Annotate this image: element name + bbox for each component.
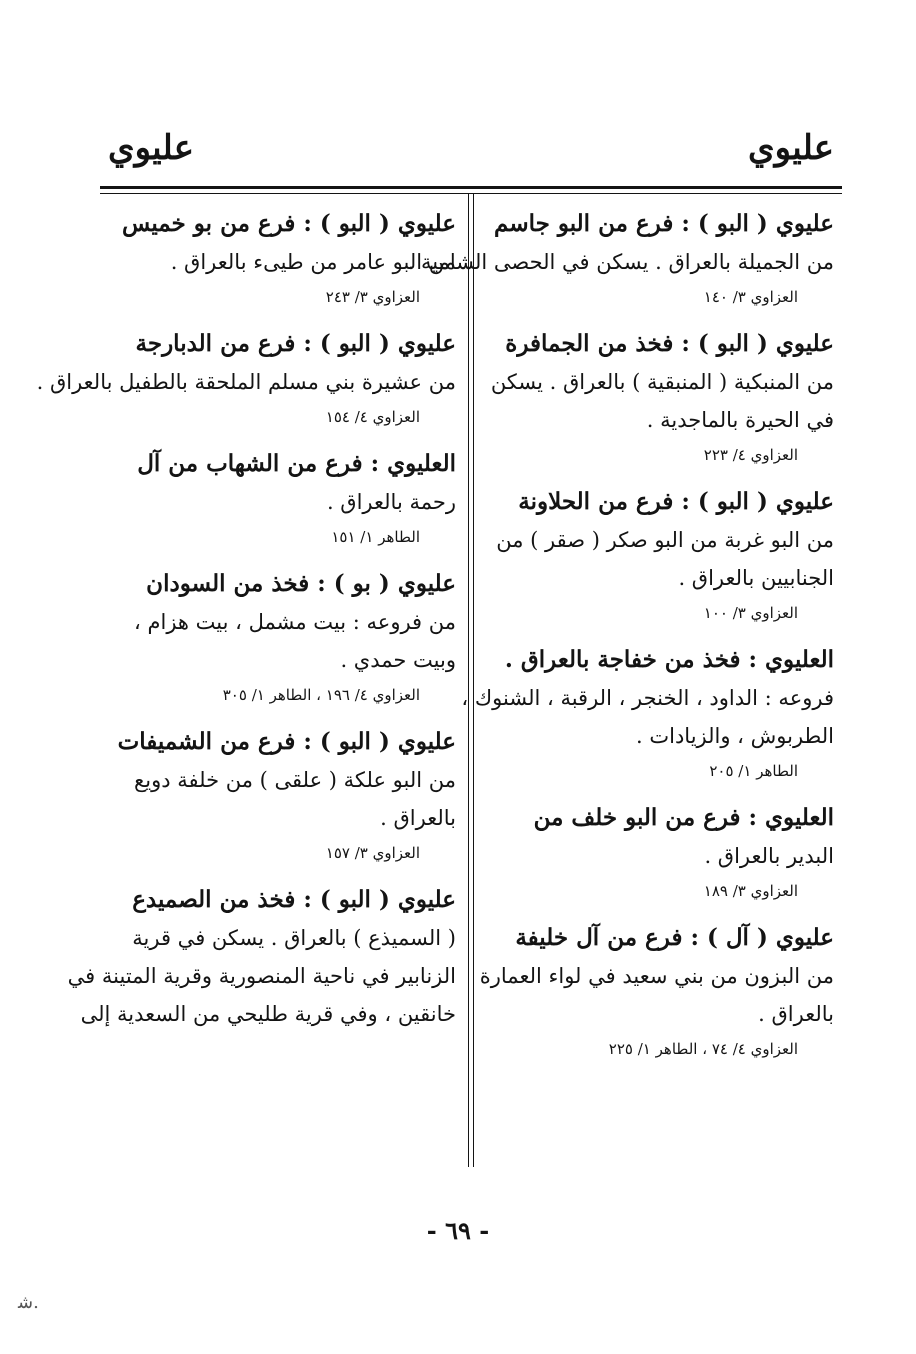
entry-text-line: بالعراق .: [380, 806, 456, 830]
dictionary-entry: [461, 641, 834, 785]
entry-text-line: من البو عامر من طيىء بالعراق .: [170, 250, 456, 274]
entry-text-line: من المنبكية ( المنبقية ) بالعراق . يسكن: [490, 370, 834, 394]
running-head-left: عليوي: [108, 128, 194, 168]
dictionary-entry: [479, 919, 834, 1063]
entry-text-line: في الحيرة بالماجدية .: [646, 408, 834, 432]
entry-headline: عليوي ( البو ) : فرع من الشميفات: [117, 728, 456, 755]
entry-text-line: خانقين ، وفي قرية طليحي من السعدية إلى: [80, 1002, 456, 1026]
left-column: [36, 205, 456, 1047]
dictionary-entry: [104, 445, 456, 551]
entry-text-line: فروعه : الداود ، الخنجر ، الرقبة ، الشنوك ،: [461, 686, 834, 710]
entry-headline: العليوي : فخذ من خفاجة بالعراق .: [504, 646, 834, 673]
entry-text-line: من فروعه : بيت مشمل ، بيت هزام ،: [134, 610, 456, 634]
entry-text-line: من البو غربة من البو صكر ( صقر ) من: [496, 528, 834, 552]
entry-text-line: الجنابيين بالعراق .: [678, 566, 834, 590]
entry-text-line: من البو علكة ( علقى ) من خلفة دويع: [134, 768, 456, 792]
entry-text-line: بالعراق .: [758, 1002, 834, 1026]
entry-text-line: البدير بالعراق .: [704, 844, 834, 868]
entry-headline: العليوي : فرع من البو خلف من: [533, 804, 834, 831]
entry-reference: العزاوي ٣/ ٢٤٣: [325, 288, 420, 306]
entry-headline: عليوي ( البو ) : فرع من بو خميس: [122, 210, 456, 237]
dictionary-entry: [482, 325, 834, 469]
dictionary-entry: [482, 483, 834, 627]
dictionary-entry: [482, 799, 834, 905]
entry-text-line: من البزون من بني سعيد في لواء العمارة: [479, 964, 834, 988]
header-rule-thick: [100, 186, 842, 189]
entry-reference: الطاهر ١/ ٢٠٥: [709, 762, 798, 780]
right-column: [407, 205, 834, 1077]
dictionary-entry: [67, 881, 456, 1033]
entry-headline: عليوي ( البو ) : فخذ من الصميدع: [132, 886, 456, 913]
entry-headline: عليوي ( البو ) : فرع من البو جاسم: [494, 210, 834, 237]
page-mark: ﺷ.: [18, 1292, 39, 1313]
entry-headline: عليوي ( بو ) : فخذ من السودان: [146, 570, 456, 597]
dictionary-entry: [104, 723, 456, 867]
entry-headline: عليوي ( البو ) : فرع من الدبارجة: [135, 330, 456, 357]
entry-reference: العزاوي ٣/ ١٤٠: [703, 288, 798, 306]
entry-text-line: ( السميذع ) بالعراق . يسكن في قرية: [132, 926, 456, 950]
entry-text-line: رحمة بالعراق .: [326, 490, 456, 514]
entry-text-line: من الجميلة بالعراق . يسكن في الحصى الشامية .: [407, 250, 834, 274]
entry-headline: العليوي : فرع من الشهاب من آل: [137, 450, 456, 477]
entry-headline: عليوي ( آل ) : فرع من آل خليفة: [515, 924, 834, 951]
entry-text-line: من عشيرة بني مسلم الملحقة بالطفيل بالعراق .: [36, 370, 456, 394]
page-number: - ٦٩ -: [426, 1216, 490, 1245]
entry-reference: العزاوي ٣/ ١٥٧: [325, 844, 420, 862]
dictionary-entry: [36, 325, 456, 431]
entry-reference: العزاوي ٤/ ٧٤ ، الطاهر ١/ ٢٢٥: [608, 1040, 798, 1058]
dictionary-entry: [407, 205, 834, 311]
entry-reference: الطاهر ١/ ١٥١: [331, 528, 420, 546]
entry-headline: عليوي ( البو ) : فرع من الحلاونة: [518, 488, 834, 515]
entry-reference: العزاوي ٣/ ١٠٠: [703, 604, 798, 622]
entry-headline: عليوي ( البو ) : فخذ من الجمافرة: [505, 330, 834, 357]
dictionary-entry: [104, 565, 456, 709]
entry-text-line: الطربوش ، والزيادات .: [635, 724, 834, 748]
entry-reference: العزاوي ٤/ ١٥٤: [325, 408, 420, 426]
entry-reference: العزاوي ٣/ ١٨٩: [703, 882, 798, 900]
entry-reference: العزاوي ٤/ ٢٢٣: [703, 446, 798, 464]
entry-text-line: وبيت حمدي .: [340, 648, 456, 672]
entry-reference: العزاوي ٤/ ١٩٦ ، الطاهر ١/ ٣٠٥: [222, 686, 420, 704]
entry-text-line: الزنابير في ناحية المنصورية وقرية المتينة في: [67, 964, 456, 988]
running-head-right: عليوي: [748, 128, 834, 168]
dictionary-entry: [104, 205, 456, 311]
